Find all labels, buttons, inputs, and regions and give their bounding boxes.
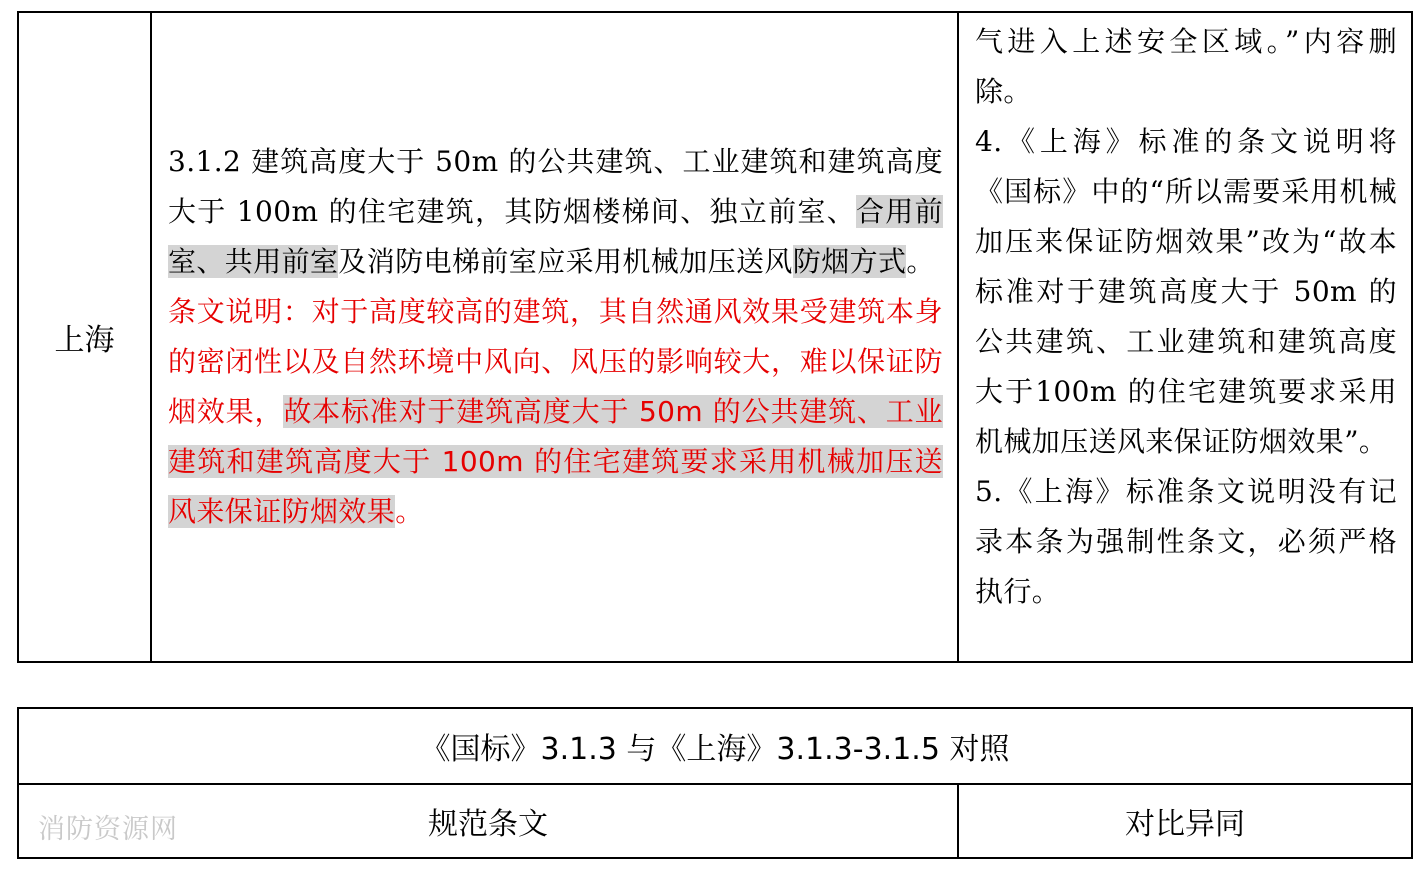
comparison-text: [975, 17, 1397, 617]
comparison-table-header: [17, 707, 1413, 859]
column-header-compare: 对比异同: [958, 784, 1412, 858]
clause-part1: 3.1.2 建筑高度大于 50m 的公共建筑、工业建筑和建筑高度大于 100m 的住宅建筑，其防烟楼梯间、独立前室、: [168, 145, 943, 228]
comparison-item: 气进入上述安全区域。”内容删除。: [975, 25, 1397, 108]
clause-highlight-2: 防烟方式: [792, 245, 907, 278]
clause-explanation: [168, 287, 943, 537]
comparison-table-shanghai: [17, 11, 1413, 663]
table-row: [18, 708, 1412, 784]
region-label: 上海: [54, 323, 115, 358]
column-header-clause: 规范条文: [18, 784, 958, 858]
region-cell: [18, 12, 151, 662]
table-row: [18, 12, 1412, 662]
clause-cell: [151, 12, 958, 662]
comparison-item: 4.《上海》标准的条文说明将《国标》中的“所以需要采用机械加压来保证防烟效果”改为“故本标准对于建筑高度大于 50m 的公共建筑、工业建筑和建筑高度大于100m 的住宅建筑要求采用机械加压送风来保证防烟效果”。: [975, 125, 1397, 458]
table-title: 《国标》3.1.3 与《上海》3.1.3-3.1.5 对照: [18, 708, 1412, 784]
clause-text: [168, 137, 943, 287]
explanation-part1: 条文说明：对于高度较高的建筑，其自然通风效果受建筑本身的密闭性以及自然环境中风向、风压的影响较大，难以保证防烟效果，: [168, 295, 943, 428]
clause-part5: 。: [906, 245, 935, 278]
table-row: [18, 784, 1412, 858]
comparison-cell: [958, 12, 1412, 662]
watermark: 消防资源网: [38, 814, 178, 845]
comparison-item: 5.《上海》标准条文说明没有记录本条为强制性条文，必须严格执行。: [975, 475, 1397, 608]
explanation-part3: 。: [395, 495, 424, 528]
explanation-highlight: 故本标准对于建筑高度大于 50m 的公共建筑、工业建筑和建筑高度大于 100m 的住宅建筑要求采用机械加压送风来保证防烟效果: [168, 395, 943, 528]
clause-highlight-1: 合用前室、共用前室: [168, 195, 943, 278]
clause-part3: 及消防电梯前室应采用机械加压送风: [338, 245, 793, 278]
